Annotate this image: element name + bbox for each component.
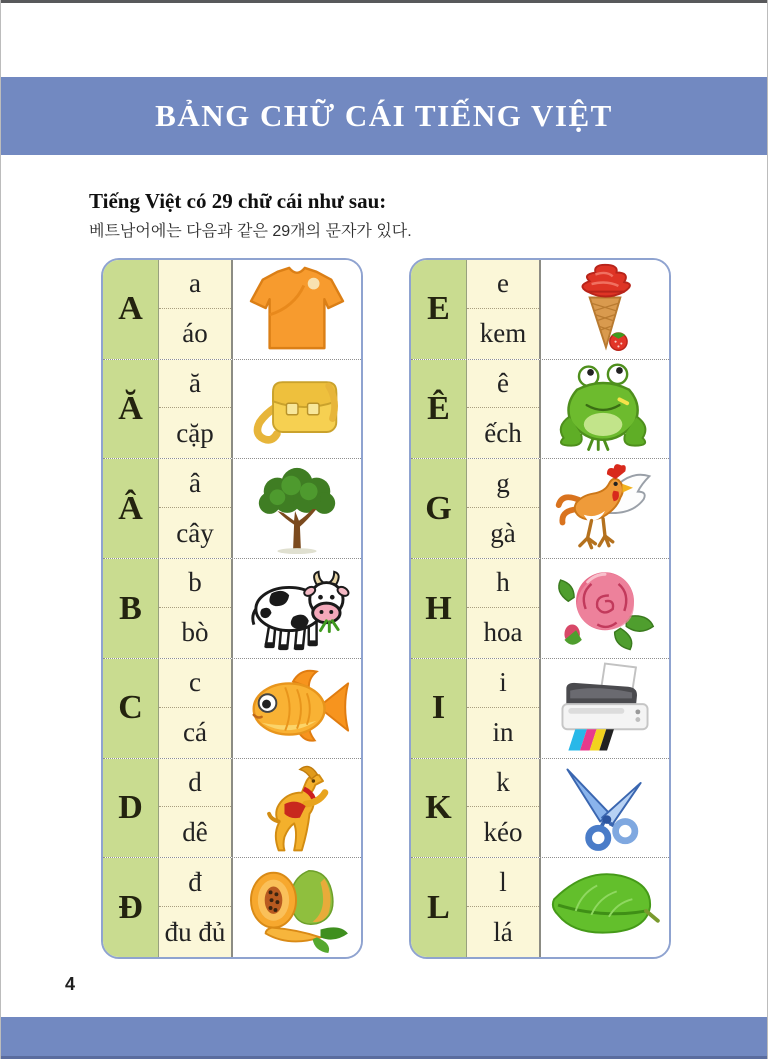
uppercase-letter-cell	[103, 858, 159, 957]
intro-korean: 베트남어에는 다음과 같은 29개의 문자가 있다.	[89, 223, 412, 240]
fish-icon	[238, 665, 356, 751]
lowercase-word-cell	[467, 559, 541, 658]
illustration-cell	[541, 459, 669, 558]
uppercase-letter: K	[425, 788, 452, 826]
table-row	[411, 759, 669, 859]
table-row	[103, 260, 361, 360]
alphabet-table-left	[101, 258, 363, 959]
lowercase-letter: ê	[467, 360, 539, 409]
illustration-cell	[541, 858, 669, 957]
illustration-cell	[233, 559, 361, 658]
uppercase-letter: G	[425, 489, 452, 527]
uppercase-letter-cell	[103, 559, 159, 658]
lowercase-word-cell	[467, 260, 541, 359]
uppercase-letter: L	[427, 888, 450, 926]
uppercase-letter-cell	[103, 260, 159, 359]
example-word: kem	[479, 318, 527, 349]
example-word: đu đủ	[164, 916, 226, 947]
uppercase-letter-cell	[411, 559, 467, 658]
shirt-icon	[243, 264, 351, 354]
table-row	[411, 459, 669, 559]
lowercase-word-cell	[467, 360, 541, 459]
title-banner	[1, 77, 767, 155]
example-word: gà	[490, 517, 516, 548]
example-word: in	[492, 717, 514, 748]
lowercase-word-cell	[159, 260, 233, 359]
lowercase-word-cell	[467, 759, 541, 858]
uppercase-letter-cell	[411, 759, 467, 858]
uppercase-letter: B	[119, 589, 142, 627]
illustration-cell	[541, 260, 669, 359]
uppercase-letter: E	[427, 290, 450, 328]
lowercase-word-cell	[159, 459, 233, 558]
uppercase-letter-cell	[411, 659, 467, 758]
uppercase-letter-cell	[103, 759, 159, 858]
uppercase-letter-cell	[411, 858, 467, 957]
example-word: cặp	[176, 417, 214, 448]
illustration-cell	[233, 759, 361, 858]
top-rule	[1, 0, 767, 3]
lowercase-letter: h	[467, 559, 539, 608]
lowercase-word-cell	[159, 759, 233, 858]
uppercase-letter-cell	[103, 459, 159, 558]
table-row	[411, 559, 669, 659]
uppercase-letter: Â	[118, 489, 143, 527]
papaya-icon	[238, 861, 356, 955]
lowercase-letter: a	[159, 260, 231, 309]
illustration-cell	[541, 360, 669, 459]
lowercase-word-cell	[159, 360, 233, 459]
table-row	[411, 659, 669, 759]
example-word: cây	[176, 517, 214, 548]
lowercase-word-cell	[467, 858, 541, 957]
uppercase-letter: D	[118, 788, 143, 826]
footer-bar	[1, 1017, 767, 1059]
example-word: hoa	[483, 617, 523, 648]
illustration-cell	[233, 360, 361, 459]
lowercase-letter: l	[467, 858, 539, 907]
page-title: BẢNG CHỮ CÁI TIẾNG VIỆT	[155, 98, 613, 133]
uppercase-letter: Ê	[427, 390, 450, 428]
lowercase-word-cell	[159, 559, 233, 658]
rooster-icon	[549, 462, 661, 556]
cow-icon	[238, 562, 356, 656]
lowercase-word-cell	[467, 659, 541, 758]
table-row	[103, 659, 361, 759]
uppercase-letter: Đ	[118, 888, 143, 926]
uppercase-letter: I	[431, 689, 446, 727]
rose-icon	[549, 562, 661, 656]
lowercase-letter: c	[159, 659, 231, 708]
example-word: lá	[493, 916, 513, 947]
lowercase-letter: g	[467, 459, 539, 508]
illustration-cell	[233, 659, 361, 758]
illustration-cell	[233, 260, 361, 359]
lowercase-letter: ă	[159, 360, 231, 409]
lowercase-letter: â	[159, 459, 231, 508]
intro-vietnamese: Tiếng Việt có 29 chữ cái như sau:	[89, 189, 387, 213]
lowercase-letter: đ	[159, 858, 231, 907]
illustration-cell	[233, 858, 361, 957]
lowercase-word-cell	[467, 459, 541, 558]
uppercase-letter: H	[425, 589, 452, 627]
table-row	[411, 360, 669, 460]
table-row	[411, 260, 669, 360]
table-row	[103, 858, 361, 957]
lowercase-letter: i	[467, 659, 539, 708]
uppercase-letter: A	[118, 290, 143, 328]
uppercase-letter-cell	[411, 459, 467, 558]
uppercase-letter-cell	[411, 260, 467, 359]
example-word: áo	[182, 318, 208, 349]
table-row	[103, 759, 361, 859]
example-word: dê	[182, 816, 208, 847]
uppercase-letter-cell	[103, 360, 159, 459]
example-word: kéo	[483, 816, 523, 847]
example-word: cá	[183, 717, 207, 748]
leaf-icon	[546, 864, 664, 952]
frog-icon	[552, 362, 658, 456]
lowercase-letter: e	[467, 260, 539, 309]
lowercase-word-cell	[159, 858, 233, 957]
lowercase-word-cell	[159, 659, 233, 758]
page-number: 4	[65, 974, 76, 994]
goat-icon	[244, 761, 350, 855]
table-row	[411, 858, 669, 957]
table-row	[103, 360, 361, 460]
uppercase-letter: Ă	[118, 390, 143, 428]
lowercase-letter: d	[159, 759, 231, 808]
printer-icon	[547, 661, 663, 755]
uppercase-letter-cell	[411, 360, 467, 459]
intro-block	[89, 189, 412, 241]
illustration-cell	[233, 459, 361, 558]
illustration-cell	[541, 759, 669, 858]
uppercase-letter: C	[118, 689, 143, 727]
illustration-cell	[541, 659, 669, 758]
lowercase-letter: b	[159, 559, 231, 608]
scissors-icon	[552, 761, 658, 855]
tree-icon	[246, 462, 348, 556]
uppercase-letter-cell	[103, 659, 159, 758]
table-row	[103, 459, 361, 559]
alphabet-table-right	[409, 258, 671, 959]
bag-icon	[242, 363, 352, 455]
example-word: bò	[181, 617, 209, 648]
illustration-cell	[541, 559, 669, 658]
lowercase-letter: k	[467, 759, 539, 808]
icecream-icon	[557, 262, 653, 356]
table-row	[103, 559, 361, 659]
example-word: ếch	[484, 417, 522, 448]
